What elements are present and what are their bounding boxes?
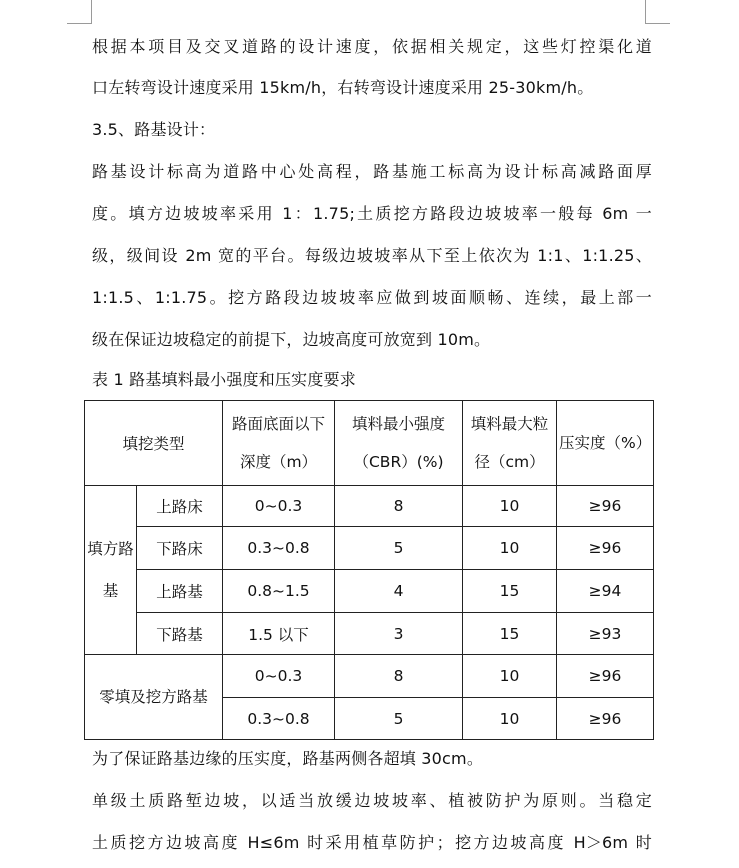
cell-depth: 0~0.3 xyxy=(223,655,335,698)
cell-compaction: ≥96 xyxy=(557,655,654,698)
group-fill-subgrade: 填方路基 xyxy=(85,486,137,655)
cell-compaction: ≥96 xyxy=(557,486,654,527)
cell-depth: 0.3~0.8 xyxy=(223,698,335,740)
cell-layer: 上路床 xyxy=(137,486,223,527)
paragraph-line: 路基设计标高为道路中心处高程，路基施工标高为设计标高减路面厚 xyxy=(92,162,652,181)
cell-cbr: 3 xyxy=(335,613,463,655)
cell-cbr: 8 xyxy=(335,486,463,527)
cell-size: 10 xyxy=(463,698,557,740)
paragraph-line: 度。填方边坡坡率采用 1：1.75;土质挖方路段边坡坡率一般每 6m 一 xyxy=(92,204,652,223)
cell-compaction: ≥93 xyxy=(557,613,654,655)
cell-size: 10 xyxy=(463,527,557,570)
header-min-cbr: 填料最小强度（CBR）(%) xyxy=(335,401,463,486)
cell-compaction: ≥96 xyxy=(557,527,654,570)
paragraph-line: 1:1.5、1:1.75。挖方路段边坡坡率应做到坡面顺畅、连续，最上部一 xyxy=(92,288,652,307)
header-fill-cut-type: 填挖类型 xyxy=(85,401,223,486)
table-row xyxy=(85,527,654,570)
cell-depth: 0~0.3 xyxy=(223,486,335,527)
table-row xyxy=(85,570,654,613)
cell-size: 10 xyxy=(463,486,557,527)
table-caption: 表 1 路基填料最小强度和压实度要求 xyxy=(92,370,356,389)
table-row xyxy=(85,655,654,698)
subgrade-requirements-table xyxy=(84,400,654,740)
paragraph-line: 根据本项目及交叉道路的设计速度，依据相关规定，这些灯控渠化道 xyxy=(92,37,652,56)
cell-cbr: 5 xyxy=(335,527,463,570)
cell-cbr: 8 xyxy=(335,655,463,698)
crop-mark-left-vertical xyxy=(91,0,92,24)
cell-cbr: 5 xyxy=(335,698,463,740)
paragraph-line: 级在保证边坡稳定的前提下，边坡高度可放宽到 10m。 xyxy=(92,330,491,349)
paragraph-line: 为了保证路基边缘的压实度，路基两侧各超填 30cm。 xyxy=(92,749,484,768)
cell-depth: 0.3~0.8 xyxy=(223,527,335,570)
crop-mark-left-horizontal xyxy=(67,23,92,24)
cell-size: 10 xyxy=(463,655,557,698)
cell-size: 15 xyxy=(463,613,557,655)
cell-depth: 1.5 以下 xyxy=(223,613,335,655)
paragraph-line: 级，级间设 2m 宽的平台。每级边坡坡率从下至上依次为 1:1、1:1.25、 xyxy=(92,246,652,265)
cell-compaction: ≥94 xyxy=(557,570,654,613)
cell-layer: 上路基 xyxy=(137,570,223,613)
section-heading: 3.5、路基设计： xyxy=(92,120,216,139)
table-header-row xyxy=(85,401,654,486)
crop-mark-right-horizontal xyxy=(645,23,670,24)
cell-depth: 0.8~1.5 xyxy=(223,570,335,613)
cell-layer: 下路床 xyxy=(137,527,223,570)
paragraph-line: 土质挖方边坡高度 H≤6m 时采用植草防护；挖方边坡高度 H＞6m 时 xyxy=(92,833,652,852)
crop-mark-right-vertical xyxy=(645,0,646,24)
table-row xyxy=(85,613,654,655)
cell-size: 15 xyxy=(463,570,557,613)
paragraph-line: 口左转弯设计速度采用 15km/h，右转弯设计速度采用 25-30km/h。 xyxy=(92,78,594,97)
header-max-particle-size: 填料最大粒径（cm） xyxy=(463,401,557,486)
table-row xyxy=(85,486,654,527)
group-zero-fill-and-cut: 零填及挖方路基 xyxy=(85,655,223,740)
cell-layer: 下路基 xyxy=(137,613,223,655)
cell-compaction: ≥96 xyxy=(557,698,654,740)
header-depth: 路面底面以下深度（m） xyxy=(223,401,335,486)
header-compaction: 压实度（%） xyxy=(557,401,654,486)
paragraph-line: 单级土质路堑边坡，以适当放缓边坡坡率、植被防护为原则。当稳定 xyxy=(92,791,652,810)
cell-cbr: 4 xyxy=(335,570,463,613)
